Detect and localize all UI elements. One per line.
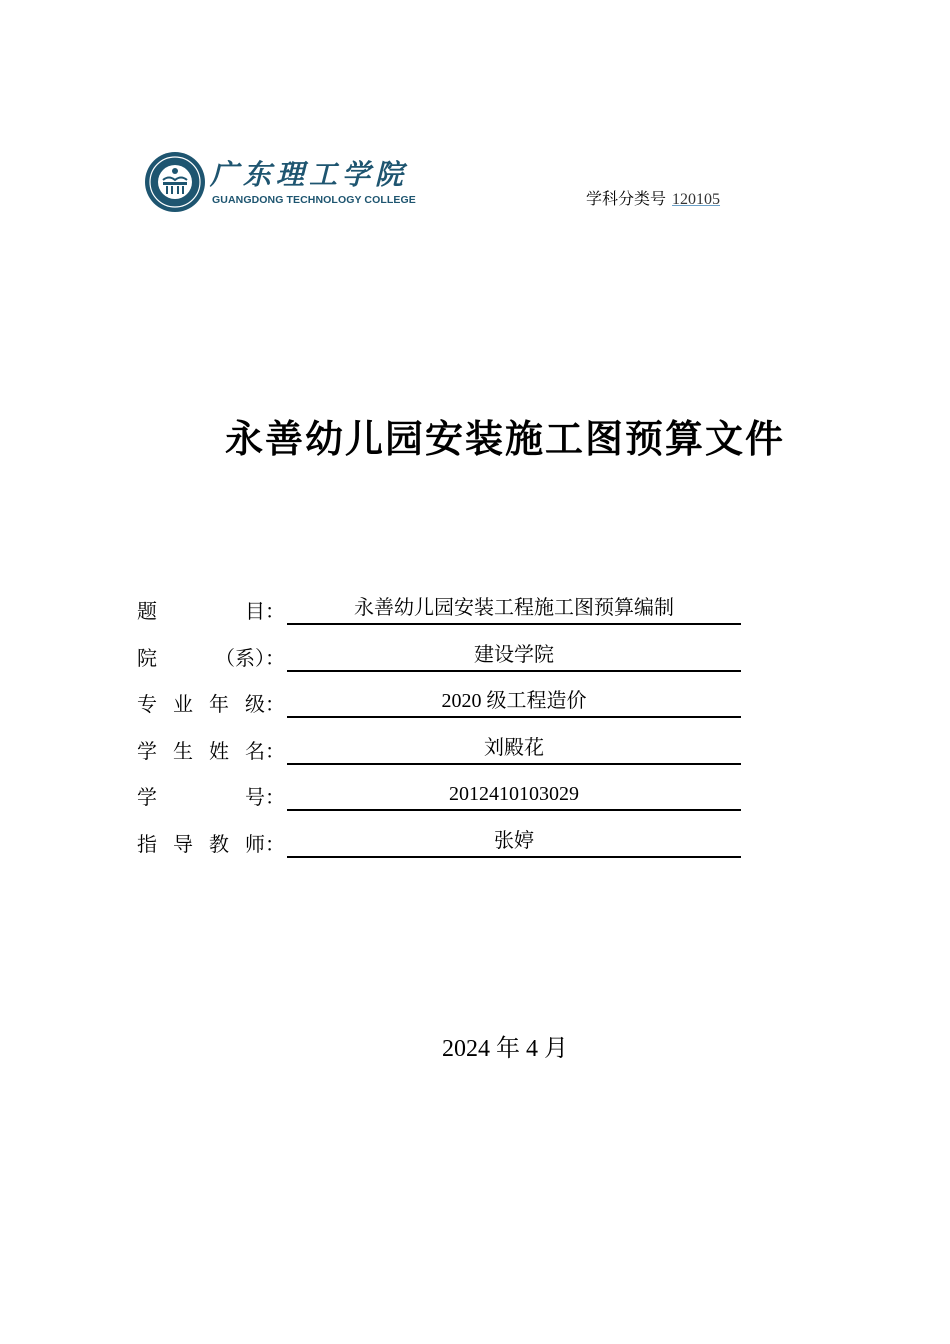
info-value: 2020 级工程造价 <box>287 688 741 718</box>
subject-code-value: 120105 <box>672 191 721 208</box>
info-row-topic <box>137 592 741 639</box>
info-label: 指 导 教 师： <box>137 831 285 856</box>
info-row-major-grade <box>137 685 741 732</box>
info-value: 建设学院 <box>287 642 741 672</box>
info-value: 张婷 <box>287 828 741 858</box>
info-label: 题 目： <box>137 599 285 623</box>
info-value: 刘殿花 <box>287 735 741 765</box>
info-value: 永善幼儿园安装工程施工图预算编制 <box>287 595 741 625</box>
info-row-student-name <box>137 732 741 779</box>
info-label: 院 （系）： <box>137 645 285 670</box>
document-title: 永善幼儿园安装施工图预算文件 <box>224 417 785 461</box>
logo-english-name: GUANGDONG TECHNOLOGY COLLEGE <box>212 194 416 206</box>
info-label: 学 号： <box>137 785 285 810</box>
logo-chinese-name: 广东理工学院 <box>210 158 409 191</box>
info-label: 学 生 姓 名： <box>137 738 285 763</box>
subject-code <box>586 186 726 209</box>
subject-code-label: 学科分类号 <box>586 189 667 208</box>
info-label: 专 业 年 级： <box>137 692 285 717</box>
college-logo <box>144 151 424 213</box>
info-row-department <box>137 639 741 686</box>
document-date: 2024 年 4 月 <box>442 1036 568 1062</box>
info-row-advisor <box>137 825 741 872</box>
college-emblem-icon <box>144 151 206 213</box>
info-table <box>137 592 741 872</box>
info-row-student-id <box>137 778 741 825</box>
info-value: 2012410103029 <box>287 781 741 811</box>
